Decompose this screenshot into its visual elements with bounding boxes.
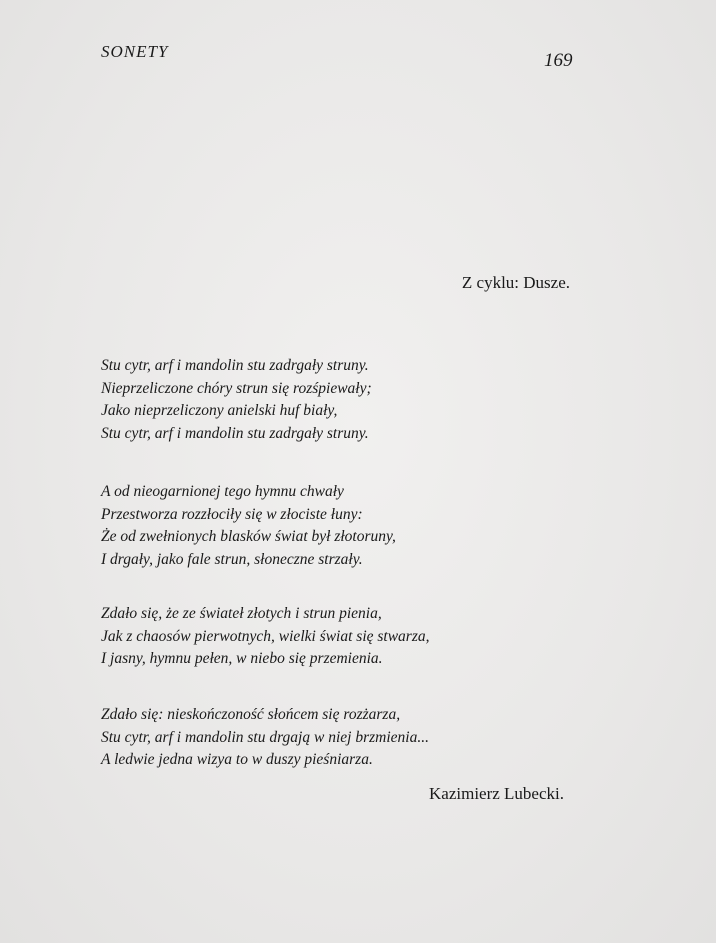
- poem-line: Zdało się, że ze świateł złotych i strun pienia,: [101, 605, 382, 622]
- poem-line: Jako nieprzeliczony anielski huf biały,: [101, 402, 338, 419]
- running-head: SONETY: [101, 42, 169, 61]
- poem-line: Nieprzeliczone chóry strun się rozśpiewały;: [101, 379, 372, 397]
- page-number: 169: [544, 50, 573, 71]
- poem-line: Zdało się: nieskończoność słońcem się rozżarza,: [101, 706, 401, 723]
- poem-line: A ledwie jedna wizya to w duszy pieśniarza.: [101, 751, 373, 768]
- poem-line: A od nieogarnionej tego hymnu chwały: [101, 483, 344, 500]
- poem-line: Stu cytr, arf i mandolin stu drgają w niej brzmienia...: [101, 728, 429, 746]
- stanza-2: [101, 481, 396, 571]
- cycle-title: Z cyklu: Dusze.: [461, 273, 570, 292]
- poem-line: Stu cytr, arf i mandolin stu zadrgały struny.: [101, 357, 369, 374]
- poem-line: Jak z chaosów pierwotnych, wielki świat się stwarza,: [101, 627, 430, 645]
- poem-line: I drgały, jako fale strun, słoneczne strzały.: [101, 550, 363, 568]
- author-signature: Kazimierz Lubecki.: [429, 784, 564, 803]
- stanza-3: [101, 603, 430, 671]
- stanza-1: [101, 355, 372, 445]
- poem-line: Stu cytr, arf i mandolin stu zadrgały struny.: [101, 424, 369, 442]
- stanza-4: [101, 704, 429, 772]
- poem-line: Przestworza rozzłociły się w złociste łuny:: [101, 505, 363, 523]
- poem-line: I jasny, hymnu pełen, w niebo się przemienia.: [101, 650, 383, 667]
- poem-line: Że od zwełnionych blasków świat był złotoruny,: [101, 528, 396, 545]
